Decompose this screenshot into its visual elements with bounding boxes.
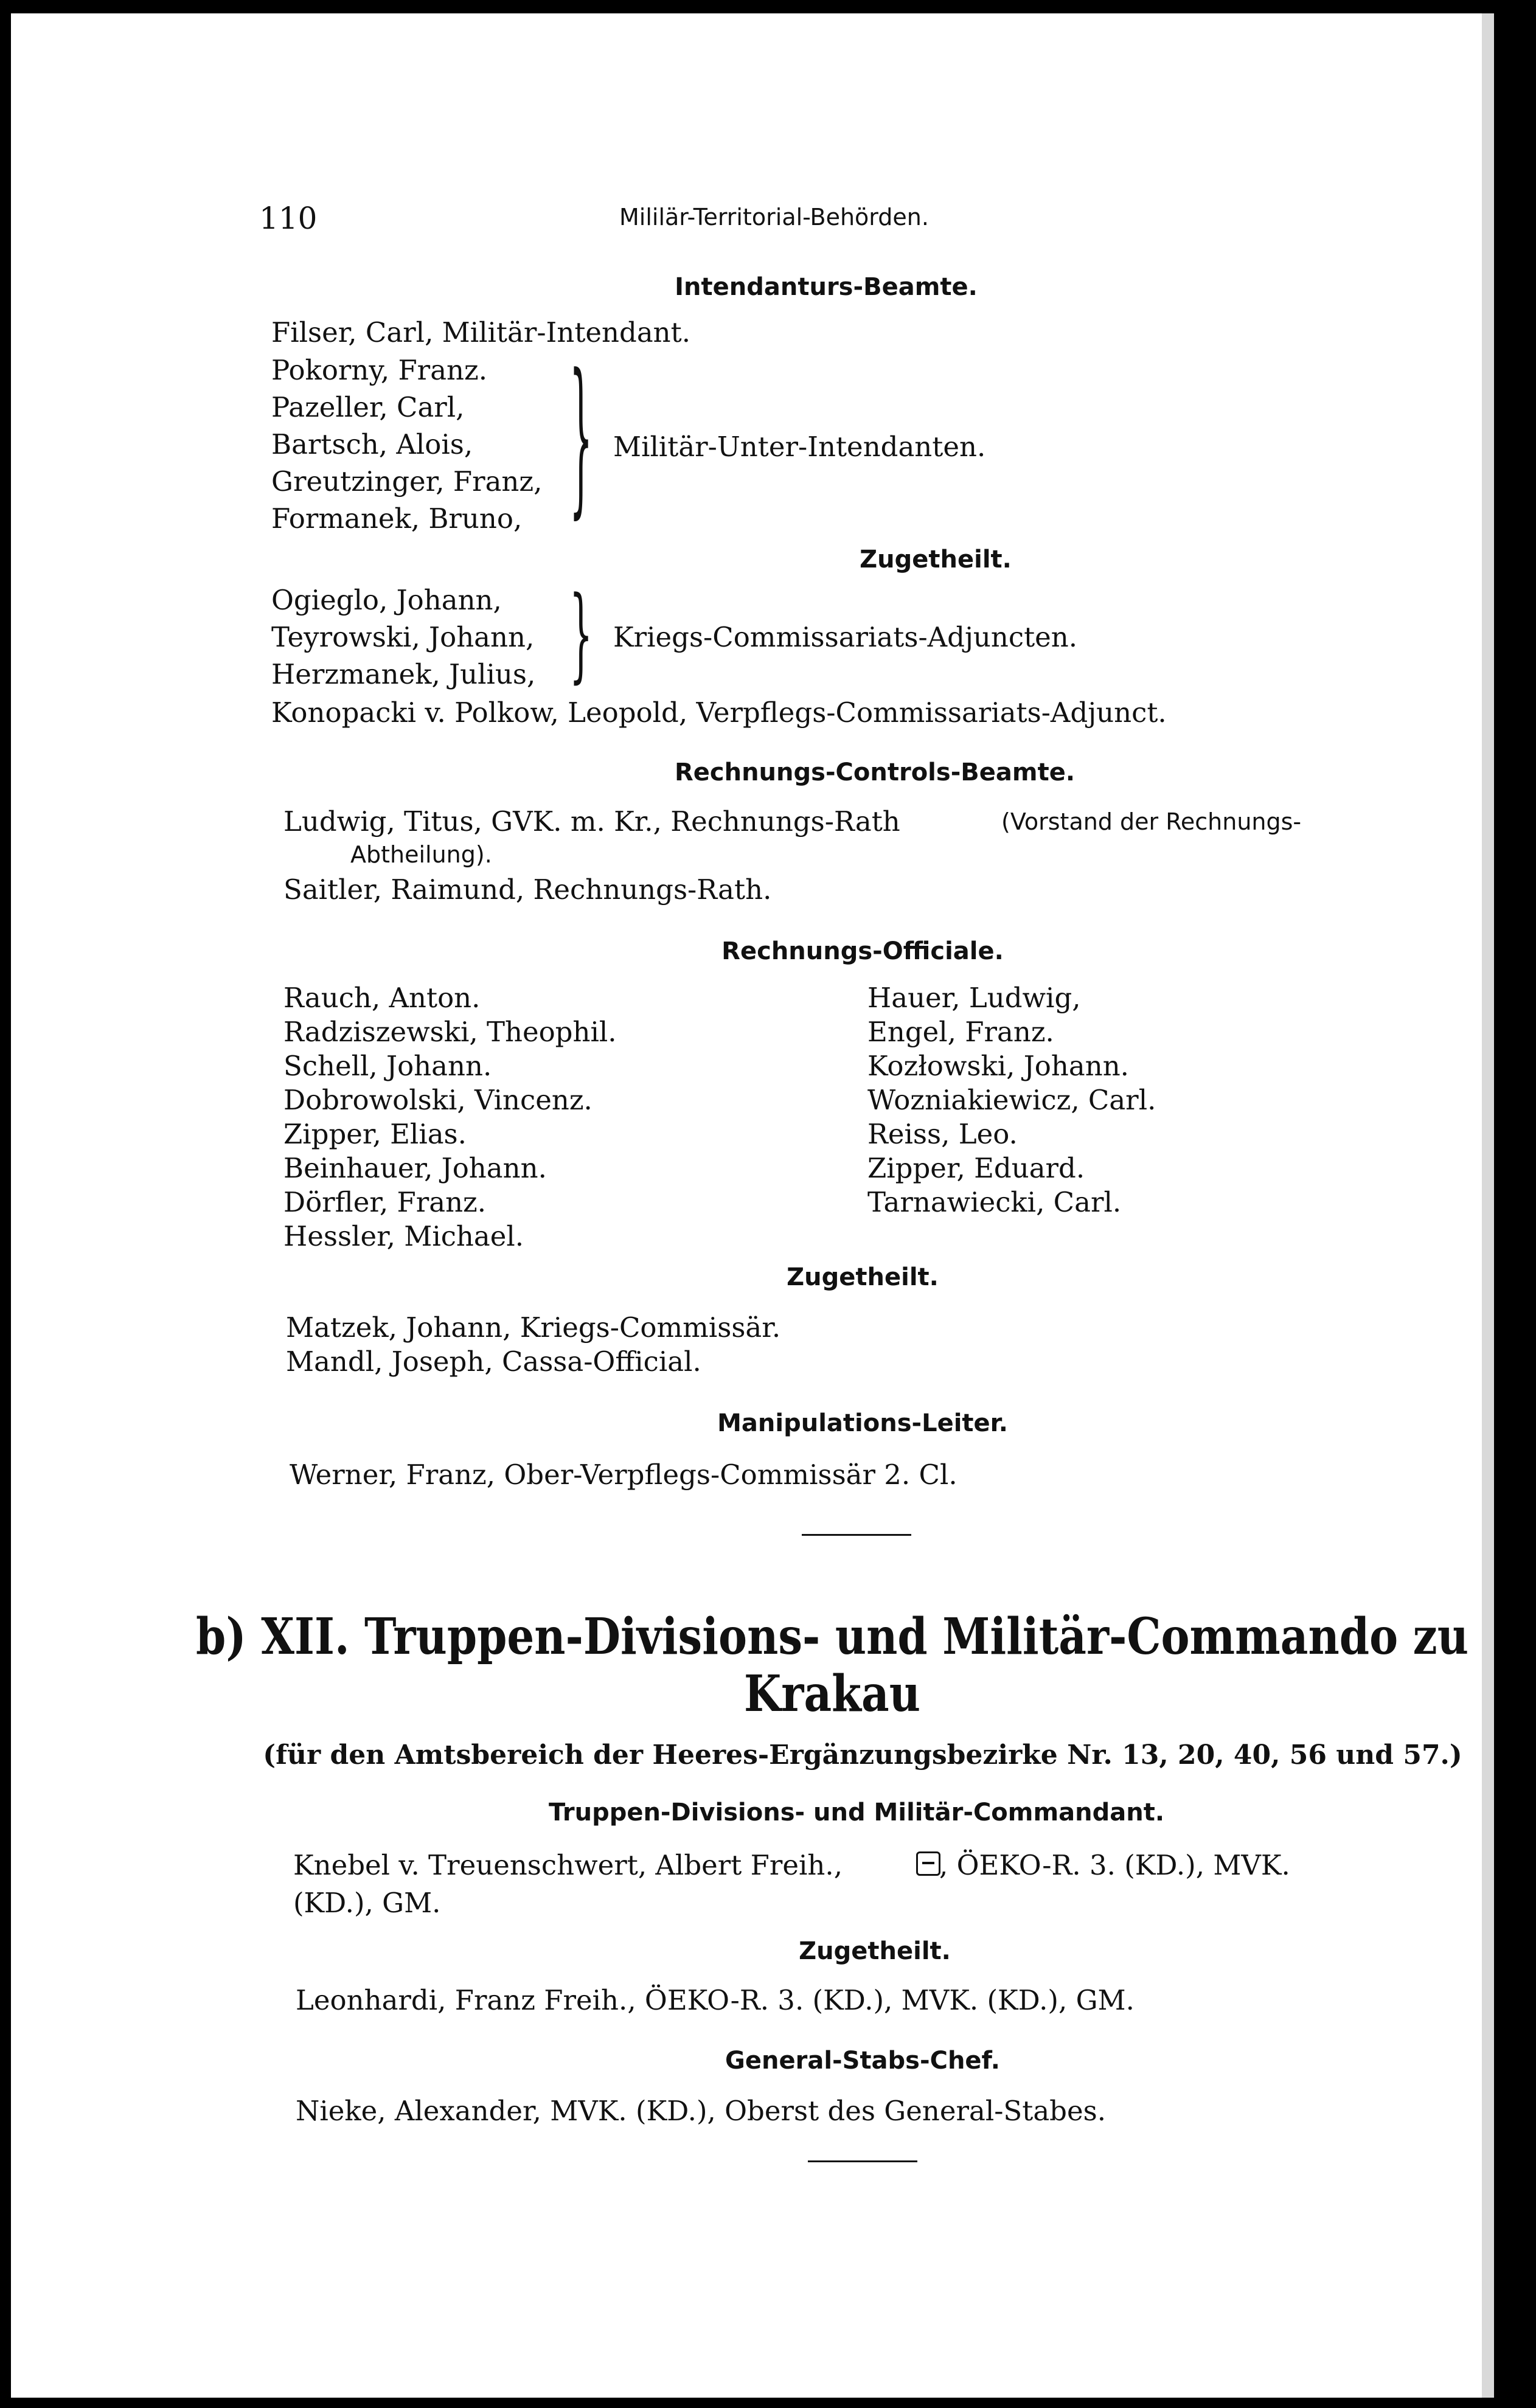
group-title: Militär-Unter-Intendanten. bbox=[613, 431, 986, 463]
text-line: Saitler, Raimund, Rechnungs-Rath. bbox=[283, 873, 772, 906]
name-entry: Radziszewski, Theophil. bbox=[283, 1016, 617, 1048]
text-line: Nieke, Alexander, MVK. (KD.), Oberst des General-Stabes. bbox=[296, 2095, 1107, 2127]
running-title: Mililär-Territorial-Behörden. bbox=[619, 204, 929, 231]
name-entry: Dobrowolski, Vincenz. bbox=[283, 1084, 593, 1116]
name-entry: Reiss, Leo. bbox=[867, 1118, 1018, 1150]
name-entry: Bartsch, Alois, bbox=[271, 428, 473, 460]
name-entry: Pazeller, Carl, bbox=[271, 391, 465, 423]
group-title: Kriegs-Commissariats-Adjuncten. bbox=[613, 621, 1078, 653]
name-entry: Tarnawiecki, Carl. bbox=[867, 1186, 1122, 1218]
text-line: Ludwig, Titus, GVK. m. Kr., Rechnungs-Rath bbox=[283, 805, 900, 838]
name-entry: Greutzinger, Franz, bbox=[271, 465, 543, 498]
order-cross-icon bbox=[916, 1851, 940, 1876]
text-line: (KD.), GM. bbox=[293, 1887, 441, 1919]
text-line: Mandl, Joseph, Cassa-Official. bbox=[286, 1345, 701, 1378]
heading-general-stabs-chef: General-Stabs-Chef. bbox=[725, 2047, 1000, 2075]
name-entry: Dörfler, Franz. bbox=[283, 1186, 487, 1218]
page bbox=[11, 13, 1482, 2398]
name-entry: Kozłowski, Johann. bbox=[867, 1050, 1129, 1082]
text-line: Knebel v. Treuenschwert, Albert Freih., bbox=[293, 1849, 843, 1881]
text-note: (Vorstand der Rechnungs- bbox=[1001, 808, 1302, 835]
divider bbox=[802, 1534, 911, 1536]
name-entry: Engel, Franz. bbox=[867, 1016, 1054, 1048]
name-entry: Hessler, Michael. bbox=[283, 1220, 524, 1252]
text-line: Abtheilung). bbox=[350, 841, 492, 868]
name-entry: Formanek, Bruno, bbox=[271, 502, 523, 535]
name-entry: Hauer, Ludwig, bbox=[867, 982, 1081, 1014]
page-edge bbox=[1482, 13, 1494, 2398]
heading-intendanturs-beamte: Intendanturs-Beamte. bbox=[675, 273, 978, 301]
name-entry: Rauch, Anton. bbox=[283, 982, 481, 1014]
name-entry: Herzmanek, Julius, bbox=[271, 658, 536, 690]
subheading-zugetheilt: Zugetheilt. bbox=[787, 1263, 939, 1291]
name-entry: Zipper, Elias. bbox=[283, 1118, 467, 1150]
name-entry: Wozniakiewicz, Carl. bbox=[867, 1084, 1156, 1116]
division-title: Krakau bbox=[744, 1665, 920, 1723]
text-line: Konopacki v. Polkow, Leopold, Verpflegs-Commissariats-Adjunct. bbox=[271, 696, 1167, 729]
name-entry: Zipper, Eduard. bbox=[867, 1152, 1085, 1184]
heading-commandant: Truppen-Divisions- und Militär-Commandant. bbox=[548, 1799, 1165, 1827]
brace-icon: } bbox=[569, 340, 593, 536]
text-line: Leonhardi, Franz Freih., ÖEKO-R. 3. (KD.), MVK. (KD.), GM. bbox=[296, 1984, 1135, 2016]
name-entry: Teyrowski, Johann, bbox=[271, 621, 535, 653]
heading-rechnungs-controls-beamte: Rechnungs-Controls-Beamte. bbox=[674, 758, 1076, 786]
page-number: 110 bbox=[259, 201, 318, 236]
name-entry: Ogieglo, Johann, bbox=[271, 584, 502, 616]
heading-rechnungs-officiale: Rechnungs-Officiale. bbox=[721, 937, 1004, 965]
division-title: b) XII. Truppen-Divisions- und Militär-Commando zu bbox=[196, 1608, 1468, 1666]
subheading-zugetheilt: Zugetheilt. bbox=[799, 1937, 951, 1965]
heading-manipulations-leiter: Manipulations-Leiter. bbox=[717, 1409, 1008, 1437]
text-line: Matzek, Johann, Kriegs-Commissär. bbox=[286, 1311, 781, 1344]
name-entry: Pokorny, Franz. bbox=[271, 354, 488, 386]
division-subtitle: (für den Amtsbereich der Heeres-Ergänzungsbezirke Nr. 13, 20, 40, 56 und 57.) bbox=[263, 1740, 1462, 1771]
text-line: , ÖEKO-R. 3. (KD.), MVK. bbox=[939, 1849, 1290, 1881]
subheading-zugetheilt: Zugetheilt. bbox=[860, 546, 1012, 574]
divider bbox=[808, 2160, 917, 2162]
brace-icon: } bbox=[569, 575, 593, 695]
text-line: Werner, Franz, Ober-Verpflegs-Commissär 2. Cl. bbox=[290, 1459, 957, 1491]
name-entry: Beinhauer, Johann. bbox=[283, 1152, 547, 1184]
text-line: Filser, Carl, Militär-Intendant. bbox=[271, 316, 691, 349]
name-entry: Schell, Johann. bbox=[283, 1050, 492, 1082]
